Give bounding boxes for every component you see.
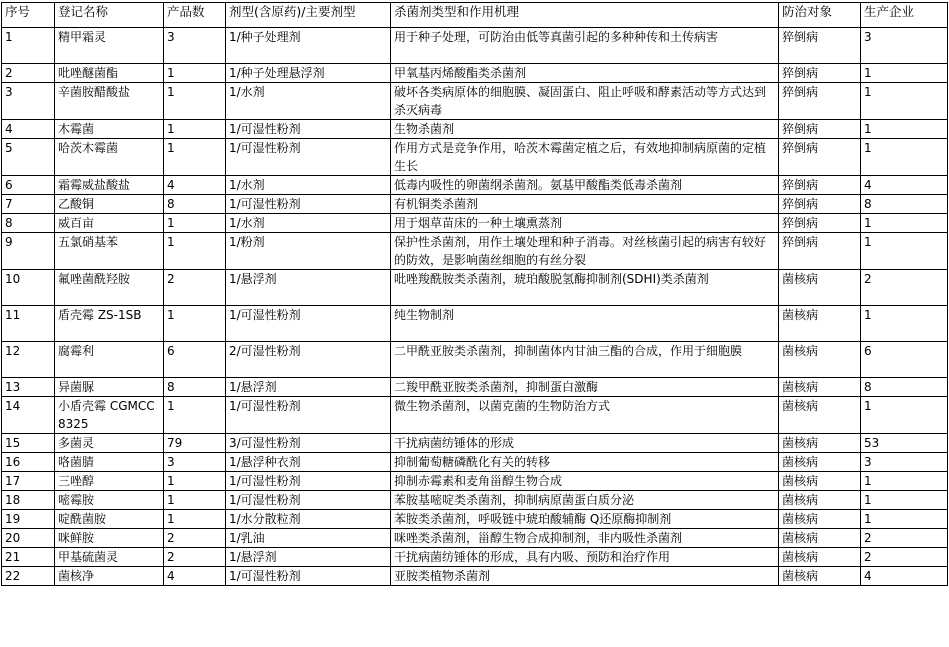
cell-name: 咪鲜胺 [55, 529, 164, 548]
cell-mechanism: 二甲酰亚胺类杀菌剂，抑制菌体内甘油三酯的合成，作用于细胞膜 [391, 342, 779, 378]
table-row [2, 472, 948, 491]
cell-target: 菌核病 [779, 342, 861, 378]
cell-companies: 1 [861, 306, 948, 342]
cell-mechanism: 亚胺类植物杀菌剂 [391, 567, 779, 586]
table-row [2, 195, 948, 214]
cell-mechanism: 微生物杀菌剂，以菌克菌的生物防治方式 [391, 397, 779, 434]
cell-count: 1 [164, 306, 226, 342]
table-row [2, 434, 948, 453]
cell-index: 20 [2, 529, 55, 548]
cell-mechanism: 抑制葡萄糖磷酰化有关的转移 [391, 453, 779, 472]
table-row [2, 510, 948, 529]
cell-count: 1 [164, 64, 226, 83]
col-header-formulation: 剂型(含原药)/主要剂型 [226, 3, 391, 28]
cell-target: 菌核病 [779, 491, 861, 510]
cell-index: 19 [2, 510, 55, 529]
cell-companies: 1 [861, 64, 948, 83]
cell-target: 菌核病 [779, 567, 861, 586]
cell-index: 6 [2, 176, 55, 195]
cell-index: 9 [2, 233, 55, 270]
cell-target: 菌核病 [779, 510, 861, 529]
cell-index: 2 [2, 64, 55, 83]
cell-target: 猝倒病 [779, 83, 861, 120]
cell-companies: 53 [861, 434, 948, 453]
cell-name: 嘧霉胺 [55, 491, 164, 510]
cell-index: 15 [2, 434, 55, 453]
cell-index: 14 [2, 397, 55, 434]
cell-formulation: 1/悬浮剂 [226, 270, 391, 306]
cell-target: 猝倒病 [779, 176, 861, 195]
cell-target: 菌核病 [779, 548, 861, 567]
col-header-mechanism: 杀菌剂类型和作用机理 [391, 3, 779, 28]
cell-mechanism: 用于烟草苗床的一种土壤熏蒸剂 [391, 214, 779, 233]
cell-name: 菌核净 [55, 567, 164, 586]
table-row [2, 139, 948, 176]
cell-index: 4 [2, 120, 55, 139]
cell-companies: 1 [861, 510, 948, 529]
cell-mechanism: 生物杀菌剂 [391, 120, 779, 139]
cell-name: 咯菌腈 [55, 453, 164, 472]
cell-formulation: 1/水分散粒剂 [226, 510, 391, 529]
cell-index: 18 [2, 491, 55, 510]
table-body [2, 28, 948, 586]
col-header-name: 登记名称 [55, 3, 164, 28]
cell-count: 1 [164, 233, 226, 270]
cell-count: 3 [164, 28, 226, 64]
cell-name: 威百亩 [55, 214, 164, 233]
cell-count: 1 [164, 510, 226, 529]
cell-count: 2 [164, 270, 226, 306]
cell-companies: 8 [861, 378, 948, 397]
cell-name: 精甲霜灵 [55, 28, 164, 64]
table-row [2, 28, 948, 64]
cell-name: 异菌脲 [55, 378, 164, 397]
cell-companies: 2 [861, 548, 948, 567]
table-row [2, 233, 948, 270]
cell-companies: 3 [861, 28, 948, 64]
cell-count: 1 [164, 397, 226, 434]
cell-companies: 1 [861, 397, 948, 434]
cell-mechanism: 甲氧基丙烯酸酯类杀菌剂 [391, 64, 779, 83]
cell-count: 79 [164, 434, 226, 453]
cell-count: 4 [164, 176, 226, 195]
cell-name: 小盾壳霉 CGMCC8325 [55, 397, 164, 434]
cell-formulation: 1/水剂 [226, 83, 391, 120]
cell-mechanism: 纯生物制剂 [391, 306, 779, 342]
cell-formulation: 1/种子处理剂 [226, 28, 391, 64]
cell-index: 10 [2, 270, 55, 306]
cell-formulation: 1/可湿性粉剂 [226, 397, 391, 434]
cell-name: 氟唑菌酰羟胺 [55, 270, 164, 306]
table-row [2, 491, 948, 510]
cell-companies: 1 [861, 139, 948, 176]
cell-mechanism: 用于种子处理，可防治由低等真菌引起的多种种传和土传病害 [391, 28, 779, 64]
cell-companies: 1 [861, 214, 948, 233]
cell-name: 多菌灵 [55, 434, 164, 453]
cell-mechanism: 作用方式是竞争作用，哈茨木霉菌定植之后，有效地抑制病原菌的定植生长 [391, 139, 779, 176]
cell-name: 五氯硝基苯 [55, 233, 164, 270]
table-row [2, 342, 948, 378]
table-row [2, 214, 948, 233]
col-header-count: 产品数 [164, 3, 226, 28]
cell-name: 盾壳霉 ZS-1SB [55, 306, 164, 342]
table-row [2, 397, 948, 434]
cell-mechanism: 咪唑类杀菌剂，甾醇生物合成抑制剂，非内吸性杀菌剂 [391, 529, 779, 548]
cell-companies: 1 [861, 83, 948, 120]
cell-count: 1 [164, 491, 226, 510]
cell-index: 1 [2, 28, 55, 64]
table-row [2, 378, 948, 397]
cell-formulation: 1/种子处理悬浮剂 [226, 64, 391, 83]
cell-companies: 2 [861, 270, 948, 306]
cell-count: 1 [164, 214, 226, 233]
table-row [2, 64, 948, 83]
cell-target: 菌核病 [779, 453, 861, 472]
cell-count: 1 [164, 139, 226, 176]
cell-formulation: 1/可湿性粉剂 [226, 139, 391, 176]
cell-index: 12 [2, 342, 55, 378]
cell-index: 5 [2, 139, 55, 176]
cell-formulation: 1/可湿性粉剂 [226, 491, 391, 510]
cell-mechanism: 二羧甲酰亚胺类杀菌剂，抑制蛋白激酶 [391, 378, 779, 397]
cell-count: 4 [164, 567, 226, 586]
table-row [2, 176, 948, 195]
cell-count: 8 [164, 378, 226, 397]
cell-count: 2 [164, 548, 226, 567]
cell-formulation: 1/悬浮剂 [226, 548, 391, 567]
cell-formulation: 1/可湿性粉剂 [226, 306, 391, 342]
cell-formulation: 1/悬浮种衣剂 [226, 453, 391, 472]
cell-target: 菌核病 [779, 434, 861, 453]
table-row [2, 83, 948, 120]
cell-count: 1 [164, 83, 226, 120]
cell-companies: 1 [861, 120, 948, 139]
cell-mechanism: 干扰病菌纺锤体的形成 [391, 434, 779, 453]
cell-companies: 4 [861, 567, 948, 586]
cell-formulation: 1/可湿性粉剂 [226, 195, 391, 214]
table-row [2, 270, 948, 306]
cell-mechanism: 有机铜类杀菌剂 [391, 195, 779, 214]
cell-companies: 1 [861, 491, 948, 510]
cell-mechanism: 抑制赤霉素和麦角甾醇生物合成 [391, 472, 779, 491]
cell-companies: 2 [861, 529, 948, 548]
cell-index: 3 [2, 83, 55, 120]
cell-formulation: 1/水剂 [226, 176, 391, 195]
cell-name: 啶酰菌胺 [55, 510, 164, 529]
cell-companies: 3 [861, 453, 948, 472]
cell-formulation: 3/可湿性粉剂 [226, 434, 391, 453]
cell-target: 菌核病 [779, 529, 861, 548]
cell-name: 三唑醇 [55, 472, 164, 491]
cell-mechanism: 破坏各类病原体的细胞膜、凝固蛋白、阻止呼吸和酵素活动等方式达到杀灭病毒 [391, 83, 779, 120]
cell-name: 甲基硫菌灵 [55, 548, 164, 567]
cell-index: 22 [2, 567, 55, 586]
cell-count: 2 [164, 529, 226, 548]
cell-target: 猝倒病 [779, 195, 861, 214]
cell-formulation: 1/悬浮剂 [226, 378, 391, 397]
cell-index: 21 [2, 548, 55, 567]
pesticide-table [1, 2, 948, 586]
cell-count: 6 [164, 342, 226, 378]
cell-target: 菌核病 [779, 270, 861, 306]
cell-mechanism: 保护性杀菌剂，用作土壤处理和种子消毒。对丝核菌引起的病害有较好的防效，是影响菌丝细胞的有丝分裂 [391, 233, 779, 270]
cell-name: 吡唑醚菌酯 [55, 64, 164, 83]
cell-name: 乙酸铜 [55, 195, 164, 214]
cell-mechanism: 苯胺基嘧啶类杀菌剂，抑制病原菌蛋白质分泌 [391, 491, 779, 510]
cell-formulation: 1/乳油 [226, 529, 391, 548]
col-header-companies: 生产企业 [861, 3, 948, 28]
cell-count: 1 [164, 472, 226, 491]
cell-companies: 1 [861, 472, 948, 491]
cell-name: 辛菌胺醋酸盐 [55, 83, 164, 120]
cell-target: 猝倒病 [779, 233, 861, 270]
table-row [2, 529, 948, 548]
table-row [2, 120, 948, 139]
cell-target: 菌核病 [779, 472, 861, 491]
cell-target: 猝倒病 [779, 120, 861, 139]
cell-mechanism: 低毒内吸性的卵菌纲杀菌剂。氨基甲酸酯类低毒杀菌剂 [391, 176, 779, 195]
cell-index: 17 [2, 472, 55, 491]
cell-target: 猝倒病 [779, 139, 861, 176]
cell-formulation: 1/可湿性粉剂 [226, 120, 391, 139]
col-header-index: 序号 [2, 3, 55, 28]
cell-name: 哈茨木霉菌 [55, 139, 164, 176]
cell-formulation: 2/可湿性粉剂 [226, 342, 391, 378]
header-row [2, 3, 948, 28]
cell-target: 菌核病 [779, 397, 861, 434]
cell-formulation: 1/粉剂 [226, 233, 391, 270]
cell-count: 1 [164, 120, 226, 139]
cell-mechanism: 干扰病菌纺锤体的形成，具有内吸、预防和治疗作用 [391, 548, 779, 567]
cell-index: 7 [2, 195, 55, 214]
cell-formulation: 1/可湿性粉剂 [226, 472, 391, 491]
cell-target: 菌核病 [779, 306, 861, 342]
cell-count: 8 [164, 195, 226, 214]
cell-target: 猝倒病 [779, 28, 861, 64]
cell-companies: 6 [861, 342, 948, 378]
cell-index: 8 [2, 214, 55, 233]
col-header-target: 防治对象 [779, 3, 861, 28]
cell-index: 16 [2, 453, 55, 472]
table-row [2, 306, 948, 342]
cell-target: 猝倒病 [779, 214, 861, 233]
cell-companies: 1 [861, 233, 948, 270]
cell-formulation: 1/水剂 [226, 214, 391, 233]
cell-name: 木霉菌 [55, 120, 164, 139]
cell-target: 菌核病 [779, 378, 861, 397]
cell-mechanism: 苯胺类杀菌剂，呼吸链中琥珀酸辅酶 Q还原酶抑制剂 [391, 510, 779, 529]
cell-target: 猝倒病 [779, 64, 861, 83]
cell-index: 13 [2, 378, 55, 397]
cell-companies: 4 [861, 176, 948, 195]
cell-count: 3 [164, 453, 226, 472]
table-row [2, 567, 948, 586]
table-row [2, 453, 948, 472]
cell-mechanism: 吡唑羧酰胺类杀菌剂，琥珀酸脱氢酶抑制剂(SDHI)类杀菌剂 [391, 270, 779, 306]
cell-formulation: 1/可湿性粉剂 [226, 567, 391, 586]
cell-name: 腐霉利 [55, 342, 164, 378]
cell-index: 11 [2, 306, 55, 342]
cell-companies: 8 [861, 195, 948, 214]
table-row [2, 548, 948, 567]
cell-name: 霜霉威盐酸盐 [55, 176, 164, 195]
